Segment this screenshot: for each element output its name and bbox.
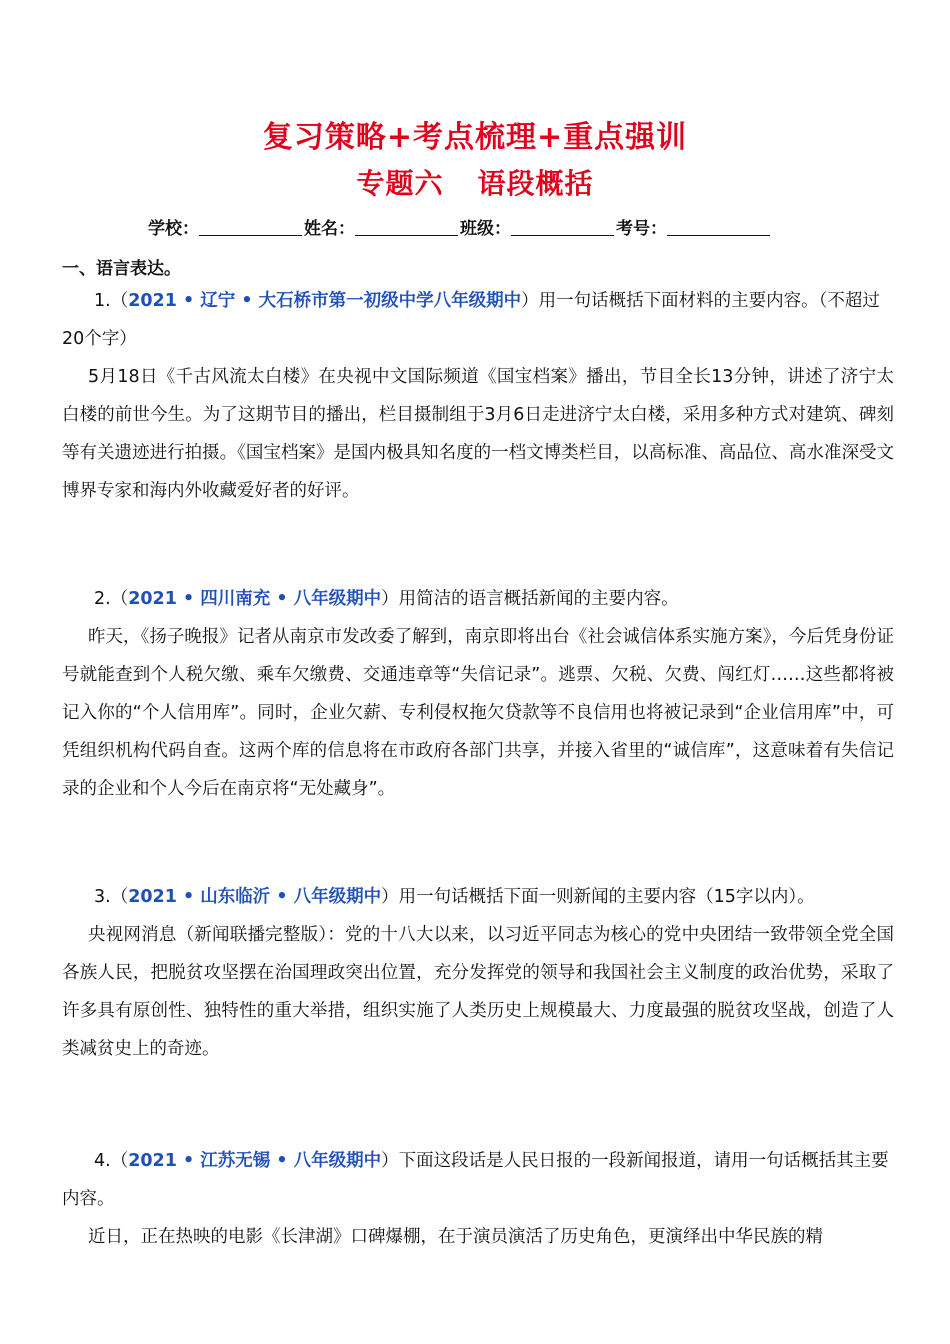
question-4-stem: 4.（2021 • 江苏无锡 • 八年级期中）下面这段话是人民日报的一段新闻报道，请用一句话概括其主要内容。 xyxy=(62,1151,889,1209)
question-3-stem: 3.（2021 • 山东临沂 • 八年级期中）用一句话概括下面一则新闻的主要内容（15字以内）。 xyxy=(94,887,815,907)
question-2-stem: 2.（2021 • 四川南充 • 八年级期中）用简洁的语言概括新闻的主要内容。 xyxy=(94,589,679,609)
question-source: 2021 • 江苏无锡 • 八年级期中 xyxy=(128,1151,382,1171)
name-blank[interactable] xyxy=(355,221,458,236)
question-4-passage: 近日，正在热映的电影《长津湖》口碑爆棚，在于演员演活了历史角色，更演绎出中华民族的精 xyxy=(88,1227,823,1247)
subtitle-topic-number: 专题六 xyxy=(356,167,444,200)
question-2-passage: 昨天，《扬子晚报》记者从南京市发改委了解到，南京即将出台《社会诚信体系实施方案》，今后凭身份证号就能查到个人税欠缴、乘车欠缴费、交通违章等“失信记录”。逃票、欠税、欠费、闯红灯……这些都将被记入你的“个人信用库”。同时，企业欠薪、专利侵权拖欠贷款等不良信用也将被记录到“企业信用库”中，可凭组织机构代码自查。这两个库的信息将在市政府各部门共享，并接入省里的“诚信库”，这意味着有失信记录的企业和个人今后在南京将“无处藏身”。 xyxy=(62,627,894,799)
question-3-passage: 央视网消息（新闻联播完整版）：党的十八大以来，以习近平同志为核心的党中央团结一致带领全党全国各族人民，把脱贫攻坚摆在治国理政突出位置，充分发挥党的领导和我国社会主义制度的政治优势，采取了许多具有原创性、独特性的重大举措，组织实施了人类历史上规模最大、力度最强的脱贫攻坚战，创造了人类减贫史上的奇迹。 xyxy=(62,925,894,1059)
class-blank[interactable] xyxy=(511,221,614,236)
question-source: 2021 • 四川南充 • 八年级期中 xyxy=(128,589,382,609)
question-prompt: 用简洁的语言概括新闻的主要内容。 xyxy=(398,589,679,609)
school-label: 学校： xyxy=(148,219,199,239)
subtitle-topic-name: 语段概括 xyxy=(477,167,594,200)
question-prompt: 下面这段话是人民日报的一段新闻报道，请用一句话概括其主要内容。 xyxy=(62,1151,889,1209)
question-prompt: 用一句话概括下面一则新闻的主要内容（15字以内）。 xyxy=(398,887,815,907)
document-title: 复习策略+考点梳理+重点强训 xyxy=(262,120,688,155)
question-source: 2021 • 辽宁 • 大石桥市第一初级中学八年级期中 xyxy=(128,291,522,311)
question-prompt: 用一句话概括下面材料的主要内容。（不超过20个字） xyxy=(62,291,880,349)
student-info-line xyxy=(148,214,772,239)
class-label: 班级： xyxy=(460,219,511,239)
document-subtitle xyxy=(0,162,950,202)
question-number: 3. xyxy=(94,887,111,907)
school-blank[interactable] xyxy=(199,221,302,236)
question-1-stem: 1.（2021 • 辽宁 • 大石桥市第一初级中学八年级期中）用一句话概括下面材料的主要内容。（不超过20个字） xyxy=(62,291,880,349)
question-number: 4. xyxy=(94,1151,111,1171)
exam-number-label: 考号： xyxy=(616,219,667,239)
question-number: 1. xyxy=(94,291,111,311)
name-label: 姓名： xyxy=(304,219,355,239)
exam-number-blank[interactable] xyxy=(667,221,770,236)
section-heading: 一、语言表达。 xyxy=(62,259,181,279)
question-number: 2. xyxy=(94,589,111,609)
question-1-passage: 5月18日《千古风流太白楼》在央视中文国际频道《国宝档案》播出，节目全长13分钟，讲述了济宁太白楼的前世今生。为了这期节目的播出，栏目摄制组于3月6日走进济宁太白楼，采用多种方式对建筑、碑刻等有关遗迹进行拍摄。《国宝档案》是国内极具知名度的一档文博类栏目，以高标准、高品位、高水准深受文博界专家和海内外收藏爱好者的好评。 xyxy=(62,367,894,501)
question-source: 2021 • 山东临沂 • 八年级期中 xyxy=(128,887,382,907)
